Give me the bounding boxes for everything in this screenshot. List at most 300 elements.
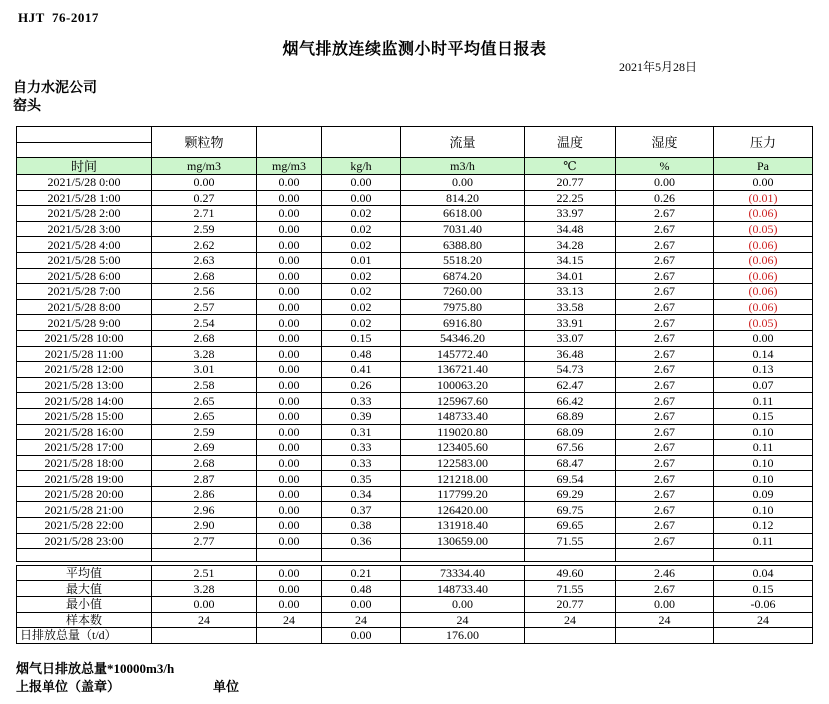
table-row bbox=[17, 377, 813, 393]
table-row bbox=[17, 362, 813, 378]
empty-cell bbox=[616, 549, 714, 562]
time-cell: 2021/5/28 15:00 bbox=[17, 408, 152, 424]
table-row bbox=[17, 206, 813, 222]
value-cell: 136721.40 bbox=[401, 362, 525, 378]
unit-header-row bbox=[17, 158, 813, 175]
time-cell: 2021/5/28 18:00 bbox=[17, 455, 152, 471]
value-cell: 126420.00 bbox=[401, 502, 525, 518]
value-cell: 69.29 bbox=[525, 486, 616, 502]
empty-cell bbox=[152, 549, 257, 562]
value-cell: 2.57 bbox=[152, 299, 257, 315]
value-cell: 0.11 bbox=[714, 533, 813, 549]
value-cell: 0.35 bbox=[322, 471, 401, 487]
value-cell: 0.00 bbox=[257, 221, 322, 237]
value-cell: 0.00 bbox=[257, 533, 322, 549]
value-cell: 0.26 bbox=[322, 377, 401, 393]
table-row bbox=[17, 299, 813, 315]
group-header-cell: 温度 bbox=[525, 127, 616, 158]
value-cell: (0.06) bbox=[714, 299, 813, 315]
value-cell: 0.00 bbox=[257, 299, 322, 315]
value-cell: 2.67 bbox=[616, 455, 714, 471]
value-cell: 2.67 bbox=[616, 502, 714, 518]
value-cell: 100063.20 bbox=[401, 377, 525, 393]
group-header-row bbox=[17, 127, 813, 143]
value-cell: 6618.00 bbox=[401, 206, 525, 222]
table-row bbox=[17, 471, 813, 487]
value-cell: 68.47 bbox=[525, 455, 616, 471]
value-cell: 2.67 bbox=[616, 533, 714, 549]
value-cell: 0.12 bbox=[714, 518, 813, 534]
value-cell: 0.00 bbox=[257, 424, 322, 440]
value-cell: 0.14 bbox=[714, 346, 813, 362]
doc-standard-code: HJT 76-2017 bbox=[18, 10, 99, 25]
group-header-spacer-top bbox=[17, 127, 152, 143]
group-header-cell: 压力 bbox=[714, 127, 813, 158]
group-header-cell bbox=[257, 127, 322, 158]
summary-value-cell: 71.55 bbox=[525, 581, 616, 597]
value-cell: 0.00 bbox=[257, 455, 322, 471]
summary-value-cell bbox=[257, 628, 322, 644]
value-cell: 69.54 bbox=[525, 471, 616, 487]
summary-label-cell: 样本数 bbox=[17, 612, 152, 628]
value-cell: 0.00 bbox=[257, 518, 322, 534]
unit-cell: Pa bbox=[714, 158, 813, 175]
summary-value-cell: 0.00 bbox=[257, 565, 322, 581]
value-cell: 2.67 bbox=[616, 237, 714, 253]
time-cell: 2021/5/28 20:00 bbox=[17, 486, 152, 502]
summary-value-cell: 148733.40 bbox=[401, 581, 525, 597]
value-cell: (0.06) bbox=[714, 237, 813, 253]
unit-cell: mg/m3 bbox=[152, 158, 257, 175]
value-cell: 0.10 bbox=[714, 471, 813, 487]
summary-value-cell bbox=[525, 628, 616, 644]
table-row bbox=[17, 486, 813, 502]
value-cell: 7260.00 bbox=[401, 284, 525, 300]
summary-row bbox=[17, 581, 813, 597]
value-cell: 0.09 bbox=[714, 486, 813, 502]
group-header-spacer-bottom bbox=[17, 142, 152, 158]
time-cell: 2021/5/28 17:00 bbox=[17, 440, 152, 456]
time-cell: 2021/5/28 7:00 bbox=[17, 284, 152, 300]
value-cell: 7031.40 bbox=[401, 221, 525, 237]
time-cell: 2021/5/28 22:00 bbox=[17, 518, 152, 534]
value-cell: 0.02 bbox=[322, 221, 401, 237]
value-cell: 2.67 bbox=[616, 518, 714, 534]
group-header-cell: 湿度 bbox=[616, 127, 714, 158]
value-cell: 0.27 bbox=[152, 190, 257, 206]
value-cell: 2.59 bbox=[152, 424, 257, 440]
value-cell: 148733.40 bbox=[401, 408, 525, 424]
value-cell: 0.00 bbox=[714, 175, 813, 191]
value-cell: 2.59 bbox=[152, 221, 257, 237]
value-cell: 0.00 bbox=[257, 377, 322, 393]
value-cell: 0.02 bbox=[322, 315, 401, 331]
time-cell: 2021/5/28 9:00 bbox=[17, 315, 152, 331]
value-cell: 0.00 bbox=[257, 268, 322, 284]
group-header-cell: 流量 bbox=[401, 127, 525, 158]
value-cell: 2.68 bbox=[152, 455, 257, 471]
value-cell: 0.11 bbox=[714, 440, 813, 456]
value-cell: 2.62 bbox=[152, 237, 257, 253]
value-cell: 2.67 bbox=[616, 408, 714, 424]
value-cell: 2.56 bbox=[152, 284, 257, 300]
value-cell: 0.34 bbox=[322, 486, 401, 502]
value-cell: (0.01) bbox=[714, 190, 813, 206]
value-cell: 2.65 bbox=[152, 393, 257, 409]
table-row bbox=[17, 221, 813, 237]
value-cell: 66.42 bbox=[525, 393, 616, 409]
value-cell: 0.33 bbox=[322, 440, 401, 456]
table-row bbox=[17, 502, 813, 518]
value-cell: 2.87 bbox=[152, 471, 257, 487]
value-cell: 0.36 bbox=[322, 533, 401, 549]
value-cell: 0.00 bbox=[257, 346, 322, 362]
value-cell: 34.48 bbox=[525, 221, 616, 237]
summary-label-cell: 最大值 bbox=[17, 581, 152, 597]
value-cell: 2.67 bbox=[616, 393, 714, 409]
value-cell: 69.75 bbox=[525, 502, 616, 518]
time-cell: 2021/5/28 12:00 bbox=[17, 362, 152, 378]
value-cell: 71.55 bbox=[525, 533, 616, 549]
unit-label: 单位 bbox=[213, 679, 240, 694]
value-cell: 0.10 bbox=[714, 502, 813, 518]
value-cell: 0.15 bbox=[322, 330, 401, 346]
summary-value-cell: 0.00 bbox=[616, 596, 714, 612]
value-cell: 34.01 bbox=[525, 268, 616, 284]
table-row bbox=[17, 268, 813, 284]
value-cell: 2.67 bbox=[616, 424, 714, 440]
value-cell: 0.02 bbox=[322, 268, 401, 284]
value-cell: 0.00 bbox=[616, 175, 714, 191]
value-cell: 0.00 bbox=[257, 284, 322, 300]
value-cell: 36.48 bbox=[525, 346, 616, 362]
time-cell: 2021/5/28 0:00 bbox=[17, 175, 152, 191]
summary-label-cell: 日排放总量（t/d） bbox=[17, 628, 152, 644]
summary-value-cell: 3.28 bbox=[152, 581, 257, 597]
value-cell: 145772.40 bbox=[401, 346, 525, 362]
summary-value-cell: 0.21 bbox=[322, 565, 401, 581]
time-cell: 2021/5/28 3:00 bbox=[17, 221, 152, 237]
empty-cell bbox=[17, 549, 152, 562]
value-cell: 2.67 bbox=[616, 440, 714, 456]
value-cell: 54.73 bbox=[525, 362, 616, 378]
time-cell: 2021/5/28 13:00 bbox=[17, 377, 152, 393]
value-cell: 2.67 bbox=[616, 315, 714, 331]
value-cell: 6874.20 bbox=[401, 268, 525, 284]
value-cell: 2.65 bbox=[152, 408, 257, 424]
empty-cell bbox=[401, 549, 525, 562]
value-cell: 0.00 bbox=[257, 190, 322, 206]
value-cell: 33.97 bbox=[525, 206, 616, 222]
value-cell: 0.37 bbox=[322, 502, 401, 518]
summary-label-cell: 最小值 bbox=[17, 596, 152, 612]
summary-value-cell bbox=[714, 628, 813, 644]
empty-cell bbox=[714, 549, 813, 562]
value-cell: 2.96 bbox=[152, 502, 257, 518]
value-cell: 33.58 bbox=[525, 299, 616, 315]
value-cell: 67.56 bbox=[525, 440, 616, 456]
unit-cell: kg/h bbox=[322, 158, 401, 175]
value-cell: 117799.20 bbox=[401, 486, 525, 502]
page-title: 烟气排放连续监测小时平均值日报表 bbox=[282, 41, 547, 58]
value-cell: 0.00 bbox=[257, 330, 322, 346]
value-cell: 123405.60 bbox=[401, 440, 525, 456]
value-cell: 2.86 bbox=[152, 486, 257, 502]
value-cell: 0.00 bbox=[257, 237, 322, 253]
time-cell: 2021/5/28 14:00 bbox=[17, 393, 152, 409]
summary-value-cell: 2.46 bbox=[616, 565, 714, 581]
table-row bbox=[17, 315, 813, 331]
table-row bbox=[17, 393, 813, 409]
summary-row bbox=[17, 565, 813, 581]
unit-cell: mg/m3 bbox=[257, 158, 322, 175]
summary-value-cell: 0.00 bbox=[257, 581, 322, 597]
value-cell: 0.02 bbox=[322, 206, 401, 222]
summary-value-cell: -0.06 bbox=[714, 596, 813, 612]
value-cell: 2.71 bbox=[152, 206, 257, 222]
summary-value-cell: 2.51 bbox=[152, 565, 257, 581]
summary-value-cell: 24 bbox=[525, 612, 616, 628]
value-cell: 2.68 bbox=[152, 268, 257, 284]
value-cell: 2.67 bbox=[616, 471, 714, 487]
summary-row bbox=[17, 628, 813, 644]
value-cell: 0.00 bbox=[322, 190, 401, 206]
group-header-cell: 颗粒物 bbox=[152, 127, 257, 158]
summary-row bbox=[17, 596, 813, 612]
unit-cell: % bbox=[616, 158, 714, 175]
value-cell: 5518.20 bbox=[401, 252, 525, 268]
value-cell: 2.58 bbox=[152, 377, 257, 393]
summary-table bbox=[16, 565, 813, 644]
summary-value-cell: 0.15 bbox=[714, 581, 813, 597]
summary-value-cell: 2.67 bbox=[616, 581, 714, 597]
table-row bbox=[17, 408, 813, 424]
value-cell: 0.31 bbox=[322, 424, 401, 440]
summary-value-cell: 24 bbox=[401, 612, 525, 628]
value-cell: 2.67 bbox=[616, 362, 714, 378]
value-cell: 0.33 bbox=[322, 455, 401, 471]
value-cell: 2.67 bbox=[616, 346, 714, 362]
value-cell: 2.54 bbox=[152, 315, 257, 331]
value-cell: 2.67 bbox=[616, 284, 714, 300]
value-cell: 0.15 bbox=[714, 408, 813, 424]
value-cell: 0.00 bbox=[152, 175, 257, 191]
value-cell: 34.28 bbox=[525, 237, 616, 253]
value-cell: 0.39 bbox=[322, 408, 401, 424]
unit-cell: m3/h bbox=[401, 158, 525, 175]
value-cell: 2.90 bbox=[152, 518, 257, 534]
value-cell: 0.00 bbox=[257, 502, 322, 518]
value-cell: 0.38 bbox=[322, 518, 401, 534]
time-cell: 2021/5/28 21:00 bbox=[17, 502, 152, 518]
table-row bbox=[17, 252, 813, 268]
value-cell: 2.63 bbox=[152, 252, 257, 268]
value-cell: 62.47 bbox=[525, 377, 616, 393]
summary-value-cell: 24 bbox=[714, 612, 813, 628]
group-header-cell bbox=[322, 127, 401, 158]
value-cell: 0.02 bbox=[322, 237, 401, 253]
value-cell: 0.00 bbox=[714, 330, 813, 346]
value-cell: 814.20 bbox=[401, 190, 525, 206]
value-cell: 54346.20 bbox=[401, 330, 525, 346]
value-cell: 2.67 bbox=[616, 299, 714, 315]
table-row bbox=[17, 346, 813, 362]
value-cell: 0.00 bbox=[257, 393, 322, 409]
value-cell: (0.06) bbox=[714, 206, 813, 222]
value-cell: 0.02 bbox=[322, 299, 401, 315]
value-cell: 122583.00 bbox=[401, 455, 525, 471]
value-cell: 0.10 bbox=[714, 424, 813, 440]
time-cell: 2021/5/28 8:00 bbox=[17, 299, 152, 315]
table-row bbox=[17, 440, 813, 456]
summary-value-cell: 24 bbox=[322, 612, 401, 628]
value-cell: 0.00 bbox=[257, 440, 322, 456]
value-cell: 0.00 bbox=[257, 206, 322, 222]
summary-value-cell bbox=[152, 628, 257, 644]
value-cell: 3.01 bbox=[152, 362, 257, 378]
value-cell: 2.69 bbox=[152, 440, 257, 456]
value-cell: 7975.80 bbox=[401, 299, 525, 315]
value-cell: 0.13 bbox=[714, 362, 813, 378]
value-cell: (0.06) bbox=[714, 284, 813, 300]
value-cell: 68.89 bbox=[525, 408, 616, 424]
value-cell: 0.00 bbox=[257, 486, 322, 502]
value-cell: 0.01 bbox=[322, 252, 401, 268]
report-table bbox=[16, 126, 813, 562]
table-row bbox=[17, 518, 813, 534]
empty-cell bbox=[525, 549, 616, 562]
report-unit-seal-label: 上报单位（盖章） bbox=[16, 679, 121, 694]
value-cell: 0.00 bbox=[401, 175, 525, 191]
time-cell: 2021/5/28 10:00 bbox=[17, 330, 152, 346]
summary-value-cell: 20.77 bbox=[525, 596, 616, 612]
value-cell: 6388.80 bbox=[401, 237, 525, 253]
time-cell: 2021/5/28 19:00 bbox=[17, 471, 152, 487]
empty-cell bbox=[322, 549, 401, 562]
value-cell: 6916.80 bbox=[401, 315, 525, 331]
value-cell: 0.33 bbox=[322, 393, 401, 409]
value-cell: (0.06) bbox=[714, 268, 813, 284]
value-cell: 0.00 bbox=[257, 471, 322, 487]
value-cell: 0.02 bbox=[322, 284, 401, 300]
time-cell: 2021/5/28 5:00 bbox=[17, 252, 152, 268]
summary-value-cell: 49.60 bbox=[525, 565, 616, 581]
table-row bbox=[17, 237, 813, 253]
summary-value-cell bbox=[616, 628, 714, 644]
value-cell: 2.67 bbox=[616, 221, 714, 237]
time-header-cell: 时间 bbox=[17, 158, 152, 175]
summary-label-cell: 平均值 bbox=[17, 565, 152, 581]
value-cell: 130659.00 bbox=[401, 533, 525, 549]
summary-value-cell: 0.00 bbox=[257, 596, 322, 612]
value-cell: 0.07 bbox=[714, 377, 813, 393]
value-cell: 125967.60 bbox=[401, 393, 525, 409]
table-row bbox=[17, 175, 813, 191]
table-row bbox=[17, 533, 813, 549]
table-row bbox=[17, 455, 813, 471]
value-cell: 68.09 bbox=[525, 424, 616, 440]
report-date: 2021年5月28日 bbox=[619, 60, 698, 74]
value-cell: (0.05) bbox=[714, 315, 813, 331]
summary-value-cell: 0.00 bbox=[322, 628, 401, 644]
value-cell: (0.06) bbox=[714, 252, 813, 268]
value-cell: 0.11 bbox=[714, 393, 813, 409]
time-cell: 2021/5/28 23:00 bbox=[17, 533, 152, 549]
value-cell: 34.15 bbox=[525, 252, 616, 268]
value-cell: 119020.80 bbox=[401, 424, 525, 440]
value-cell: 0.00 bbox=[257, 252, 322, 268]
summary-value-cell: 0.00 bbox=[152, 596, 257, 612]
table-row bbox=[17, 190, 813, 206]
value-cell: 2.67 bbox=[616, 252, 714, 268]
value-cell: 69.65 bbox=[525, 518, 616, 534]
time-cell: 2021/5/28 1:00 bbox=[17, 190, 152, 206]
summary-value-cell: 0.00 bbox=[401, 596, 525, 612]
summary-value-cell: 24 bbox=[152, 612, 257, 628]
value-cell: 0.00 bbox=[257, 362, 322, 378]
time-cell: 2021/5/28 6:00 bbox=[17, 268, 152, 284]
summary-value-cell: 0.04 bbox=[714, 565, 813, 581]
summary-value-cell: 0.00 bbox=[322, 596, 401, 612]
value-cell: 33.91 bbox=[525, 315, 616, 331]
empty-row bbox=[17, 549, 813, 562]
company-name: 自力水泥公司 bbox=[13, 81, 97, 96]
time-cell: 2021/5/28 2:00 bbox=[17, 206, 152, 222]
value-cell: 121218.00 bbox=[401, 471, 525, 487]
value-cell: 2.68 bbox=[152, 330, 257, 346]
value-cell: 2.77 bbox=[152, 533, 257, 549]
value-cell: 2.67 bbox=[616, 268, 714, 284]
value-cell: 2.67 bbox=[616, 486, 714, 502]
value-cell: 0.00 bbox=[257, 175, 322, 191]
value-cell: (0.05) bbox=[714, 221, 813, 237]
empty-cell bbox=[257, 549, 322, 562]
footer-note: 烟气日排放总量*10000m3/h bbox=[16, 661, 175, 676]
value-cell: 33.13 bbox=[525, 284, 616, 300]
value-cell: 0.00 bbox=[257, 315, 322, 331]
table-row bbox=[17, 284, 813, 300]
summary-value-cell: 24 bbox=[257, 612, 322, 628]
value-cell: 3.28 bbox=[152, 346, 257, 362]
summary-value-cell: 0.48 bbox=[322, 581, 401, 597]
value-cell: 0.26 bbox=[616, 190, 714, 206]
value-cell: 0.10 bbox=[714, 455, 813, 471]
value-cell: 0.00 bbox=[257, 408, 322, 424]
value-cell: 22.25 bbox=[525, 190, 616, 206]
summary-value-cell: 24 bbox=[616, 612, 714, 628]
value-cell: 0.00 bbox=[322, 175, 401, 191]
value-cell: 2.67 bbox=[616, 206, 714, 222]
unit-cell: ℃ bbox=[525, 158, 616, 175]
summary-value-cell: 176.00 bbox=[401, 628, 525, 644]
time-cell: 2021/5/28 4:00 bbox=[17, 237, 152, 253]
station-name: 窑头 bbox=[13, 99, 41, 114]
time-cell: 2021/5/28 16:00 bbox=[17, 424, 152, 440]
summary-row bbox=[17, 612, 813, 628]
time-cell: 2021/5/28 11:00 bbox=[17, 346, 152, 362]
value-cell: 2.67 bbox=[616, 330, 714, 346]
value-cell: 20.77 bbox=[525, 175, 616, 191]
table-row bbox=[17, 424, 813, 440]
table-row bbox=[17, 330, 813, 346]
summary-value-cell: 73334.40 bbox=[401, 565, 525, 581]
report-table-area bbox=[16, 126, 813, 644]
value-cell: 33.07 bbox=[525, 330, 616, 346]
value-cell: 2.67 bbox=[616, 377, 714, 393]
value-cell: 0.41 bbox=[322, 362, 401, 378]
value-cell: 131918.40 bbox=[401, 518, 525, 534]
value-cell: 0.48 bbox=[322, 346, 401, 362]
